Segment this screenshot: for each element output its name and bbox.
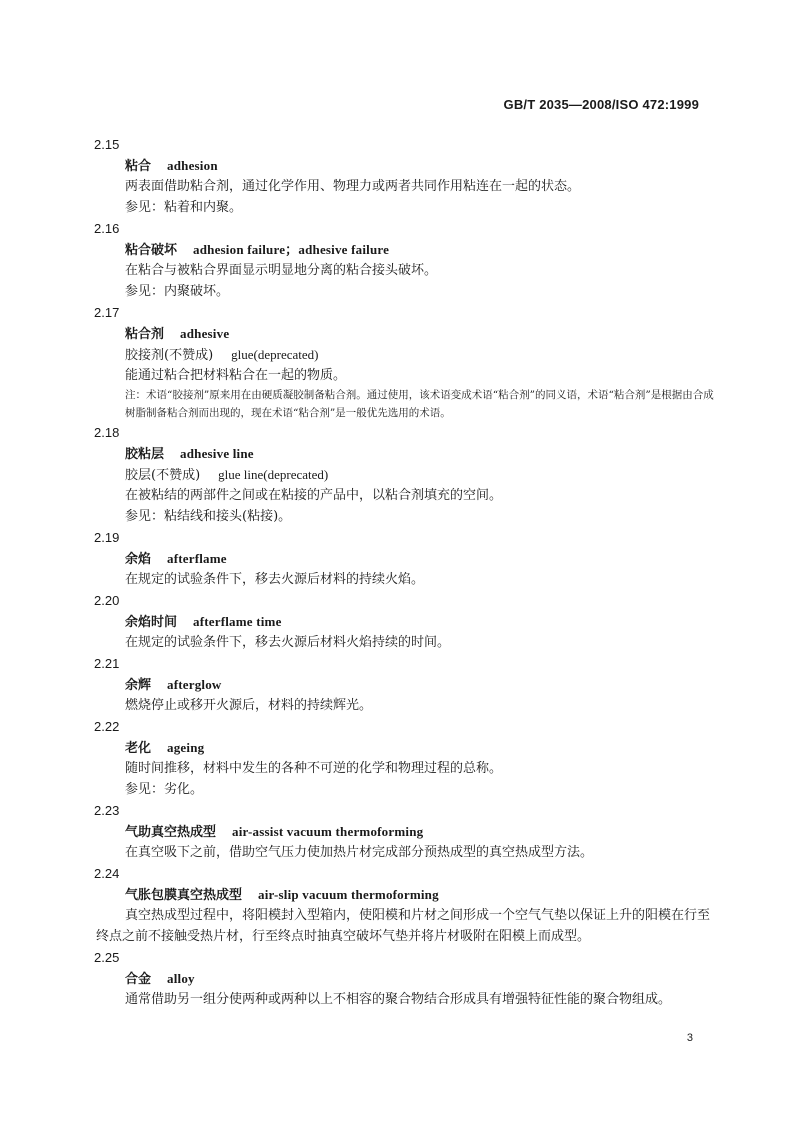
definition: 两表面借助粘合剂，通过化学作用、物理力或两者共同作用粘连在一起的状态。 (125, 179, 581, 194)
term-en: adhesive (180, 326, 230, 341)
entry-number: 2.17 (94, 305, 120, 320)
note: 注：术语“胶接剂”原来用在由硬质凝胶制备粘合剂。通过使用，该术语变成术语“粘合剂”的同义语，术语“粘合剂”是根据由合成树脂制备粘合剂而出现的，现在术语“粘合剂”是一般优先选用的术语。 (125, 389, 714, 419)
term-en: adhesion failure；adhesive failure (193, 242, 390, 257)
term-en: afterflame (167, 551, 227, 566)
synonym-en: glue line(deprecated) (218, 467, 329, 482)
term-zh: 胶粘层 (125, 447, 165, 462)
term-en: air-assist vacuum thermoforming (232, 824, 424, 839)
term-line (125, 674, 716, 695)
entry (96, 590, 716, 653)
term-en: adhesive line (180, 446, 254, 461)
definition: 能通过粘合把材料粘合在一起的物质。 (125, 368, 347, 383)
term-en: afterglow (167, 677, 222, 692)
entry-number: 2.22 (94, 719, 120, 734)
term-line (125, 611, 716, 632)
term-en: air-slip vacuum thermoforming (258, 887, 439, 902)
entry (96, 947, 716, 1010)
term-zh: 粘合剂 (125, 327, 165, 342)
term-zh: 余焰 (125, 552, 152, 567)
term-en: afterflame time (193, 614, 282, 629)
definition: 在规定的试验条件下，移去火源后材料的持续火焰。 (125, 572, 425, 587)
term-zh: 气胀包膜真空热成型 (125, 888, 243, 903)
synonym-en: glue(deprecated) (231, 347, 319, 362)
page-number: 3 (686, 1032, 693, 1044)
definition: 真空热成型过程中，将阳模封入型箱内，使阳模和片材之间形成一个空气气垫以保证上升的阳模在行至终点之前不接触受热片材，行至终点时抽真空破坏气垫并将片材吸附在阳模上而成型。 (96, 908, 711, 944)
term-line (125, 239, 716, 260)
entry-number: 2.15 (94, 137, 120, 152)
term-line (125, 548, 716, 569)
term-en: alloy (167, 971, 195, 986)
synonym-line (125, 464, 716, 485)
entry-number: 2.20 (94, 593, 120, 608)
entry (96, 653, 716, 716)
term-line (125, 821, 716, 842)
definition: 在真空吸下之前，借助空气压力使加热片材完成部分预热成型的真空热成型方法。 (125, 845, 594, 860)
definition: 燃烧停止或移开火源后，材料的持续辉光。 (125, 698, 373, 713)
term-en: adhesion (167, 158, 218, 173)
entry (96, 800, 716, 863)
see-also: 参见：劣化。 (125, 782, 204, 797)
term-zh: 余辉 (125, 678, 152, 693)
see-also: 参见：内聚破坏。 (125, 284, 230, 299)
entry (96, 302, 716, 422)
term-line (125, 968, 716, 989)
entry-list (96, 134, 716, 1010)
see-also: 参见：粘着和内聚。 (125, 200, 243, 215)
term-line (125, 323, 716, 344)
term-line (125, 737, 716, 758)
definition: 通常借助另一组分使两种或两种以上不相容的聚合物结合形成具有增强特征性能的聚合物组成。 (125, 992, 672, 1007)
entry (96, 218, 716, 302)
entry (96, 527, 716, 590)
entry (96, 134, 716, 218)
entry (96, 422, 716, 527)
entry-number: 2.25 (94, 950, 120, 965)
term-en: ageing (167, 740, 205, 755)
entry-number: 2.18 (94, 425, 120, 440)
term-zh: 余焰时间 (125, 615, 178, 630)
standard-header: GB/T 2035—2008/ISO 472:1999 (503, 97, 699, 112)
definition: 在被粘结的两部件之间或在粘接的产品中，以粘合剂填充的空间。 (125, 488, 503, 503)
entry-number: 2.21 (94, 656, 120, 671)
entry-number: 2.24 (94, 866, 120, 881)
term-zh: 气助真空热成型 (125, 825, 217, 840)
entry-number: 2.19 (94, 530, 120, 545)
synonym-zh: 胶接剂(不赞成) (125, 348, 214, 363)
term-zh: 粘合破坏 (125, 243, 178, 258)
entry (96, 716, 716, 800)
see-also: 参见：粘结线和接头(粘接)。 (125, 509, 292, 524)
definition: 在粘合与被粘合界面显示明显地分离的粘合接头破坏。 (125, 263, 438, 278)
term-line (125, 443, 716, 464)
term-zh: 合金 (125, 972, 152, 987)
definition: 在规定的试验条件下，移去火源后材料火焰持续的时间。 (125, 635, 451, 650)
synonym-line (125, 344, 716, 365)
entry-number: 2.16 (94, 221, 120, 236)
term-zh: 老化 (125, 741, 152, 756)
definition: 随时间推移，材料中发生的各种不可逆的化学和物理过程的总称。 (125, 761, 503, 776)
entry-number: 2.23 (94, 803, 120, 818)
term-zh: 粘合 (125, 159, 152, 174)
synonym-zh: 胶层(不赞成) (125, 468, 201, 483)
term-line (125, 884, 716, 905)
term-line (125, 155, 716, 176)
entry (96, 863, 716, 947)
